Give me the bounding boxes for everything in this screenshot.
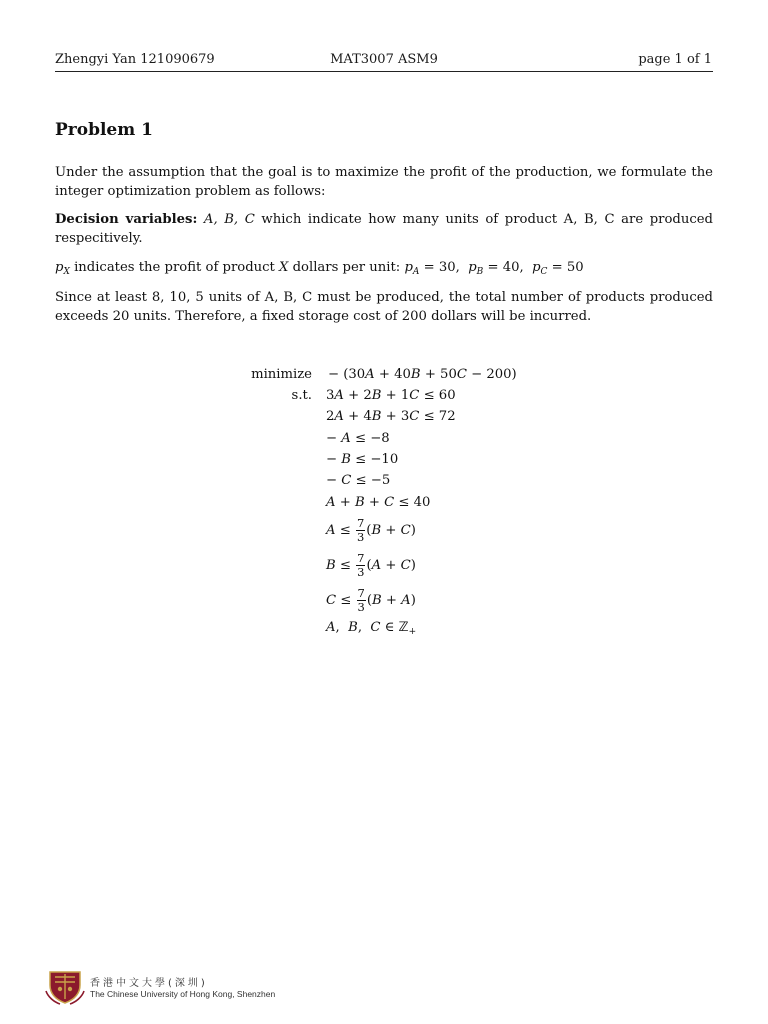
profit-c: 50: [566, 260, 584, 275]
decision-variables-symbols: A, B, C: [203, 212, 255, 227]
fraction: $\frac{7}{3}$: [357, 551, 365, 579]
constraint-5: − C ≤ −5: [326, 473, 391, 488]
header-course: MAT3007 ASM9: [330, 52, 438, 67]
constraint-2: 2A + 4B + 3C ≤ 72: [326, 409, 456, 424]
integrality-constraint: A, B, C ∈ ℤ$_+$: [326, 620, 417, 637]
decision-variables-paragraph: [55, 210, 713, 248]
header-rule: [55, 71, 713, 72]
decision-variables-text: which indicate how many units of product A, B, C are produced respecitively.: [55, 212, 713, 246]
profit-b: 40: [502, 260, 520, 275]
profit-paragraph: $p_X$ indicates the profit of product X dollars per unit: $p_A = 30$, $p_B = 40$, $p_C = 50$: [55, 260, 584, 277]
storage-cost-paragraph: Since at least 8, 10, 5 units of A, B, C must be produced, the total number of products produced exceeds 20 units. Therefore, a fixed storage cost of 200 dollars will be incurred.: [55, 290, 713, 324]
problem-title: Problem 1: [55, 120, 153, 140]
university-name-english: The Chinese University of Hong Kong, Shenzhen: [90, 989, 276, 999]
profit-text: indicates the profit of product: [69, 260, 280, 275]
university-crest-icon: [44, 969, 86, 1005]
decision-variables-label: Decision variables:: [55, 212, 198, 227]
profit-a: 30: [438, 260, 456, 275]
constraint-6: A + B + C ≤ 40: [326, 495, 431, 510]
constraint-3: − A ≤ −8: [326, 431, 390, 446]
fraction: $\frac{7}{3}$: [357, 586, 365, 614]
header-author: Zhengyi Yan 121090679: [55, 52, 215, 67]
constraint-8: B ≤ $\frac{7}{3}$ (A + C): [326, 551, 416, 579]
constraint-7: A ≤ $\frac{7}{3}$ (B + C): [326, 516, 416, 544]
university-name-chinese: 香港中文大學(深圳): [90, 978, 208, 989]
objective-expression: − (30A + 40B + 50C − 200): [328, 367, 517, 382]
constraint-4: − B ≤ −10: [326, 452, 399, 467]
objective-label: minimize: [251, 367, 312, 382]
intro-paragraph: Under the assumption that the goal is to maximize the profit of the production, we formulate the integer optimization problem as follows:: [55, 165, 713, 199]
profit-unit-text: dollars per unit:: [288, 260, 405, 275]
fraction: $\frac{7}{3}$: [356, 516, 365, 544]
constraint-1: 3A + 2B + 1C ≤ 60: [326, 388, 456, 403]
constraint-label: s.t.: [291, 388, 312, 403]
header-page-number: page 1 of 1: [638, 52, 712, 67]
constraint-9: C ≤ $\frac{7}{3}$ (B + A): [326, 586, 416, 614]
